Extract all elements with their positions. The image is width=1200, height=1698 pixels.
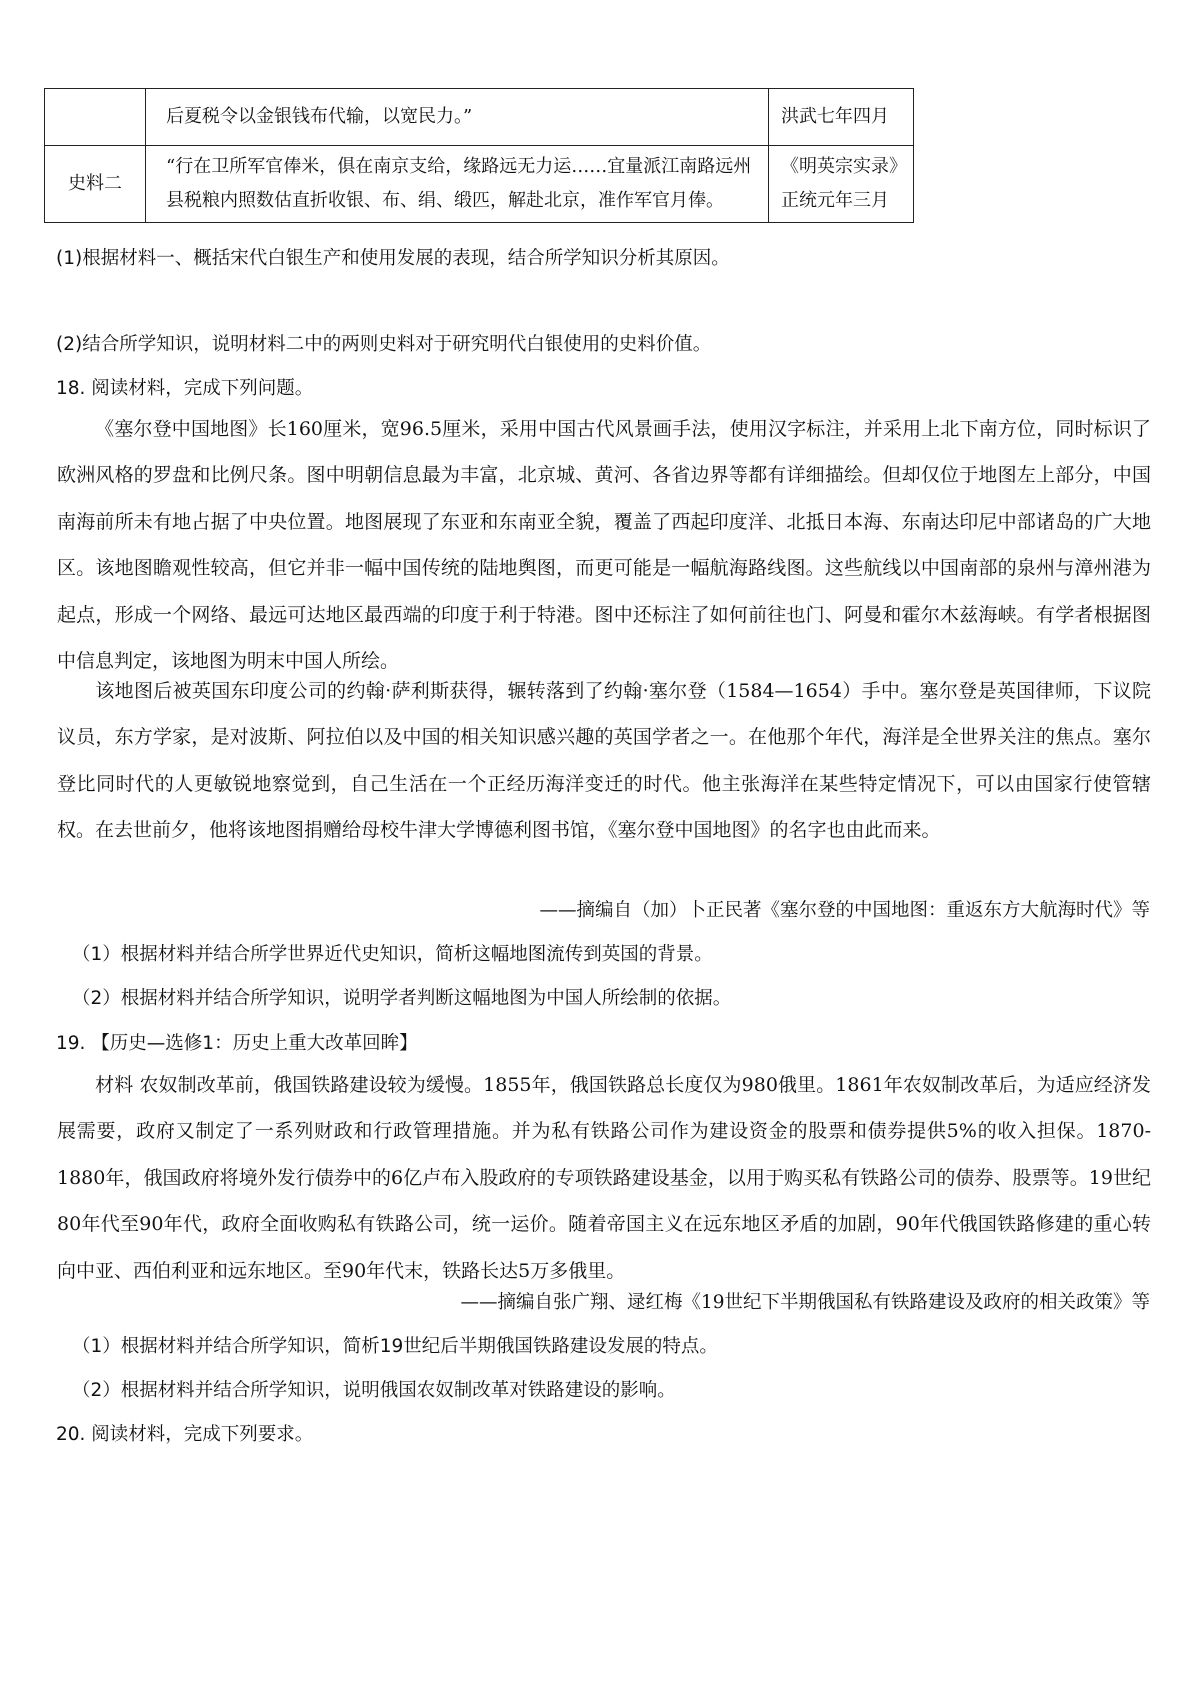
table-cell-text: “行在卫所军官俸米，俱在南京支给，缘路远无力运……宜量派江南路远州县税粮内照数估直折收银、布、绢、缎匹，解赴北京，准作军官月俸。 (146, 146, 769, 223)
table-cell-source (769, 146, 914, 223)
table-cell-text: 后夏税令以金银钱布代输，以宽民力。” (146, 89, 769, 146)
q19-subquestion-2: （2）根据材料并结合所学知识，说明俄国农奴制改革对铁路建设的影响。 (72, 1380, 676, 1401)
q17-subquestion-2: (2)结合所学知识，说明材料二中的两则史料对于研究明代白银使用的史料价值。 (56, 334, 712, 355)
q19-paragraph (57, 1062, 1151, 1294)
source-title: 《明英宗实录》 (781, 156, 907, 177)
q18-subquestion-2: （2）根据材料并结合所学知识，说明学者判断这幅地图为中国人所绘制的依据。 (72, 988, 732, 1009)
q18-subquestion-1: （1）根据材料并结合所学世界近代史知识，简析这幅地图流传到英国的背景。 (72, 944, 713, 965)
q18-heading: 18. 阅读材料，完成下列问题。 (56, 378, 314, 399)
q17-subquestion-1: (1)根据材料一、概括宋代白银生产和使用发展的表现，结合所学知识分析其原因。 (56, 248, 730, 269)
table-row (45, 89, 914, 146)
q18-source-citation: ——摘编自（加）卜正民著《塞尔登的中国地图：重返东方大航海时代》等 (539, 900, 1150, 921)
q19-source-citation: ——摘编自张广翔、逯红梅《19世纪下半期俄国私有铁路建设及政府的相关政策》等 (460, 1292, 1150, 1313)
q19-subquestion-1: （1）根据材料并结合所学知识，简析19世纪后半期俄国铁路建设发展的特点。 (72, 1336, 718, 1357)
q18-paragraph-2 (57, 668, 1151, 854)
q20-heading: 20. 阅读材料，完成下列要求。 (56, 1424, 314, 1445)
q18-paragraph-1 (57, 406, 1151, 684)
q19-heading: 19. 【历史—选修1：历史上重大改革回眸】 (56, 1033, 418, 1054)
table-cell-source: 洪武七年四月 (769, 89, 914, 146)
q18-paragraph-1-text: 《塞尔登中国地图》长160厘米，宽96.5厘米，采用中国古代风景画手法，使用汉字标注，并采用上北下南方位，同时标识了欧洲风格的罗盘和比例尺条。图中明朝信息最为丰富，北京城、黄河、各省边界等都有详细描绘。但却仅位于地图左上部分，中国南海前所未有地占据了中央位置。地图展现了东亚和东南亚全貌，覆盖了西起印度洋、北抵日本海、东南达印尼中部诸岛的广大地区。该地图瞻观性较高，但它并非一幅中国传统的陆地舆图，而更可能是一幅航海路线图。这些航线以中国南部的泉州与漳州港为起点，形成一个网络、最远可达地区最西端的印度于利于特港。图中还标注了如何前往也门、阿曼和霍尔木兹海峡。有学者根据图中信息判定，该地图为明末中国人所绘。 (57, 418, 1151, 673)
source-date: 正统元年三月 (781, 190, 889, 211)
q18-paragraph-2-text: 该地图后被英国东印度公司的约翰·萨利斯获得，辗转落到了约翰·塞尔登（1584—1654）手中。塞尔登是英国律师，下议院议员，东方学家，是对波斯、阿拉伯以及中国的相关知识感兴趣的英国学者之一。在他那个年代，海洋是全世界关注的焦点。塞尔登比同时代的人更敏锐地察觉到，自己生活在一个正经历海洋变迁的时代。他主张海洋在某些特定情况下，可以由国家行使管辖权。在去世前夕，他将该地图捐赠给母校牛津大学博德利图书馆，《塞尔登中国地图》的名字也由此而来。 (57, 680, 1151, 842)
table-cell-label (45, 89, 146, 146)
q19-paragraph-text: 材料 农奴制改革前，俄国铁路建设较为缓慢。1855年，俄国铁路总长度仅为980俄里。1861年农奴制改革后，为适应经济发展需要，政府又制定了一系列财政和行政管理措施。并为私有铁路公司作为建设资金的股票和债券提供5%的收入担保。1870-1880年，俄国政府将境外发行债券中的6亿卢布入股政府的专项铁路建设基金，以用于购买私有铁路公司的债券、股票等。19世纪80年代至90年代，政府全面收购私有铁路公司，统一运价。随着帝国主义在远东地区矛盾的加剧，90年代俄国铁路修建的重心转向中亚、西伯利亚和远东地区。至90年代末，铁路长达5万多俄里。 (57, 1074, 1151, 1282)
table-cell-label: 史料二 (45, 146, 146, 223)
table-row (45, 146, 914, 223)
source-table (44, 88, 914, 223)
